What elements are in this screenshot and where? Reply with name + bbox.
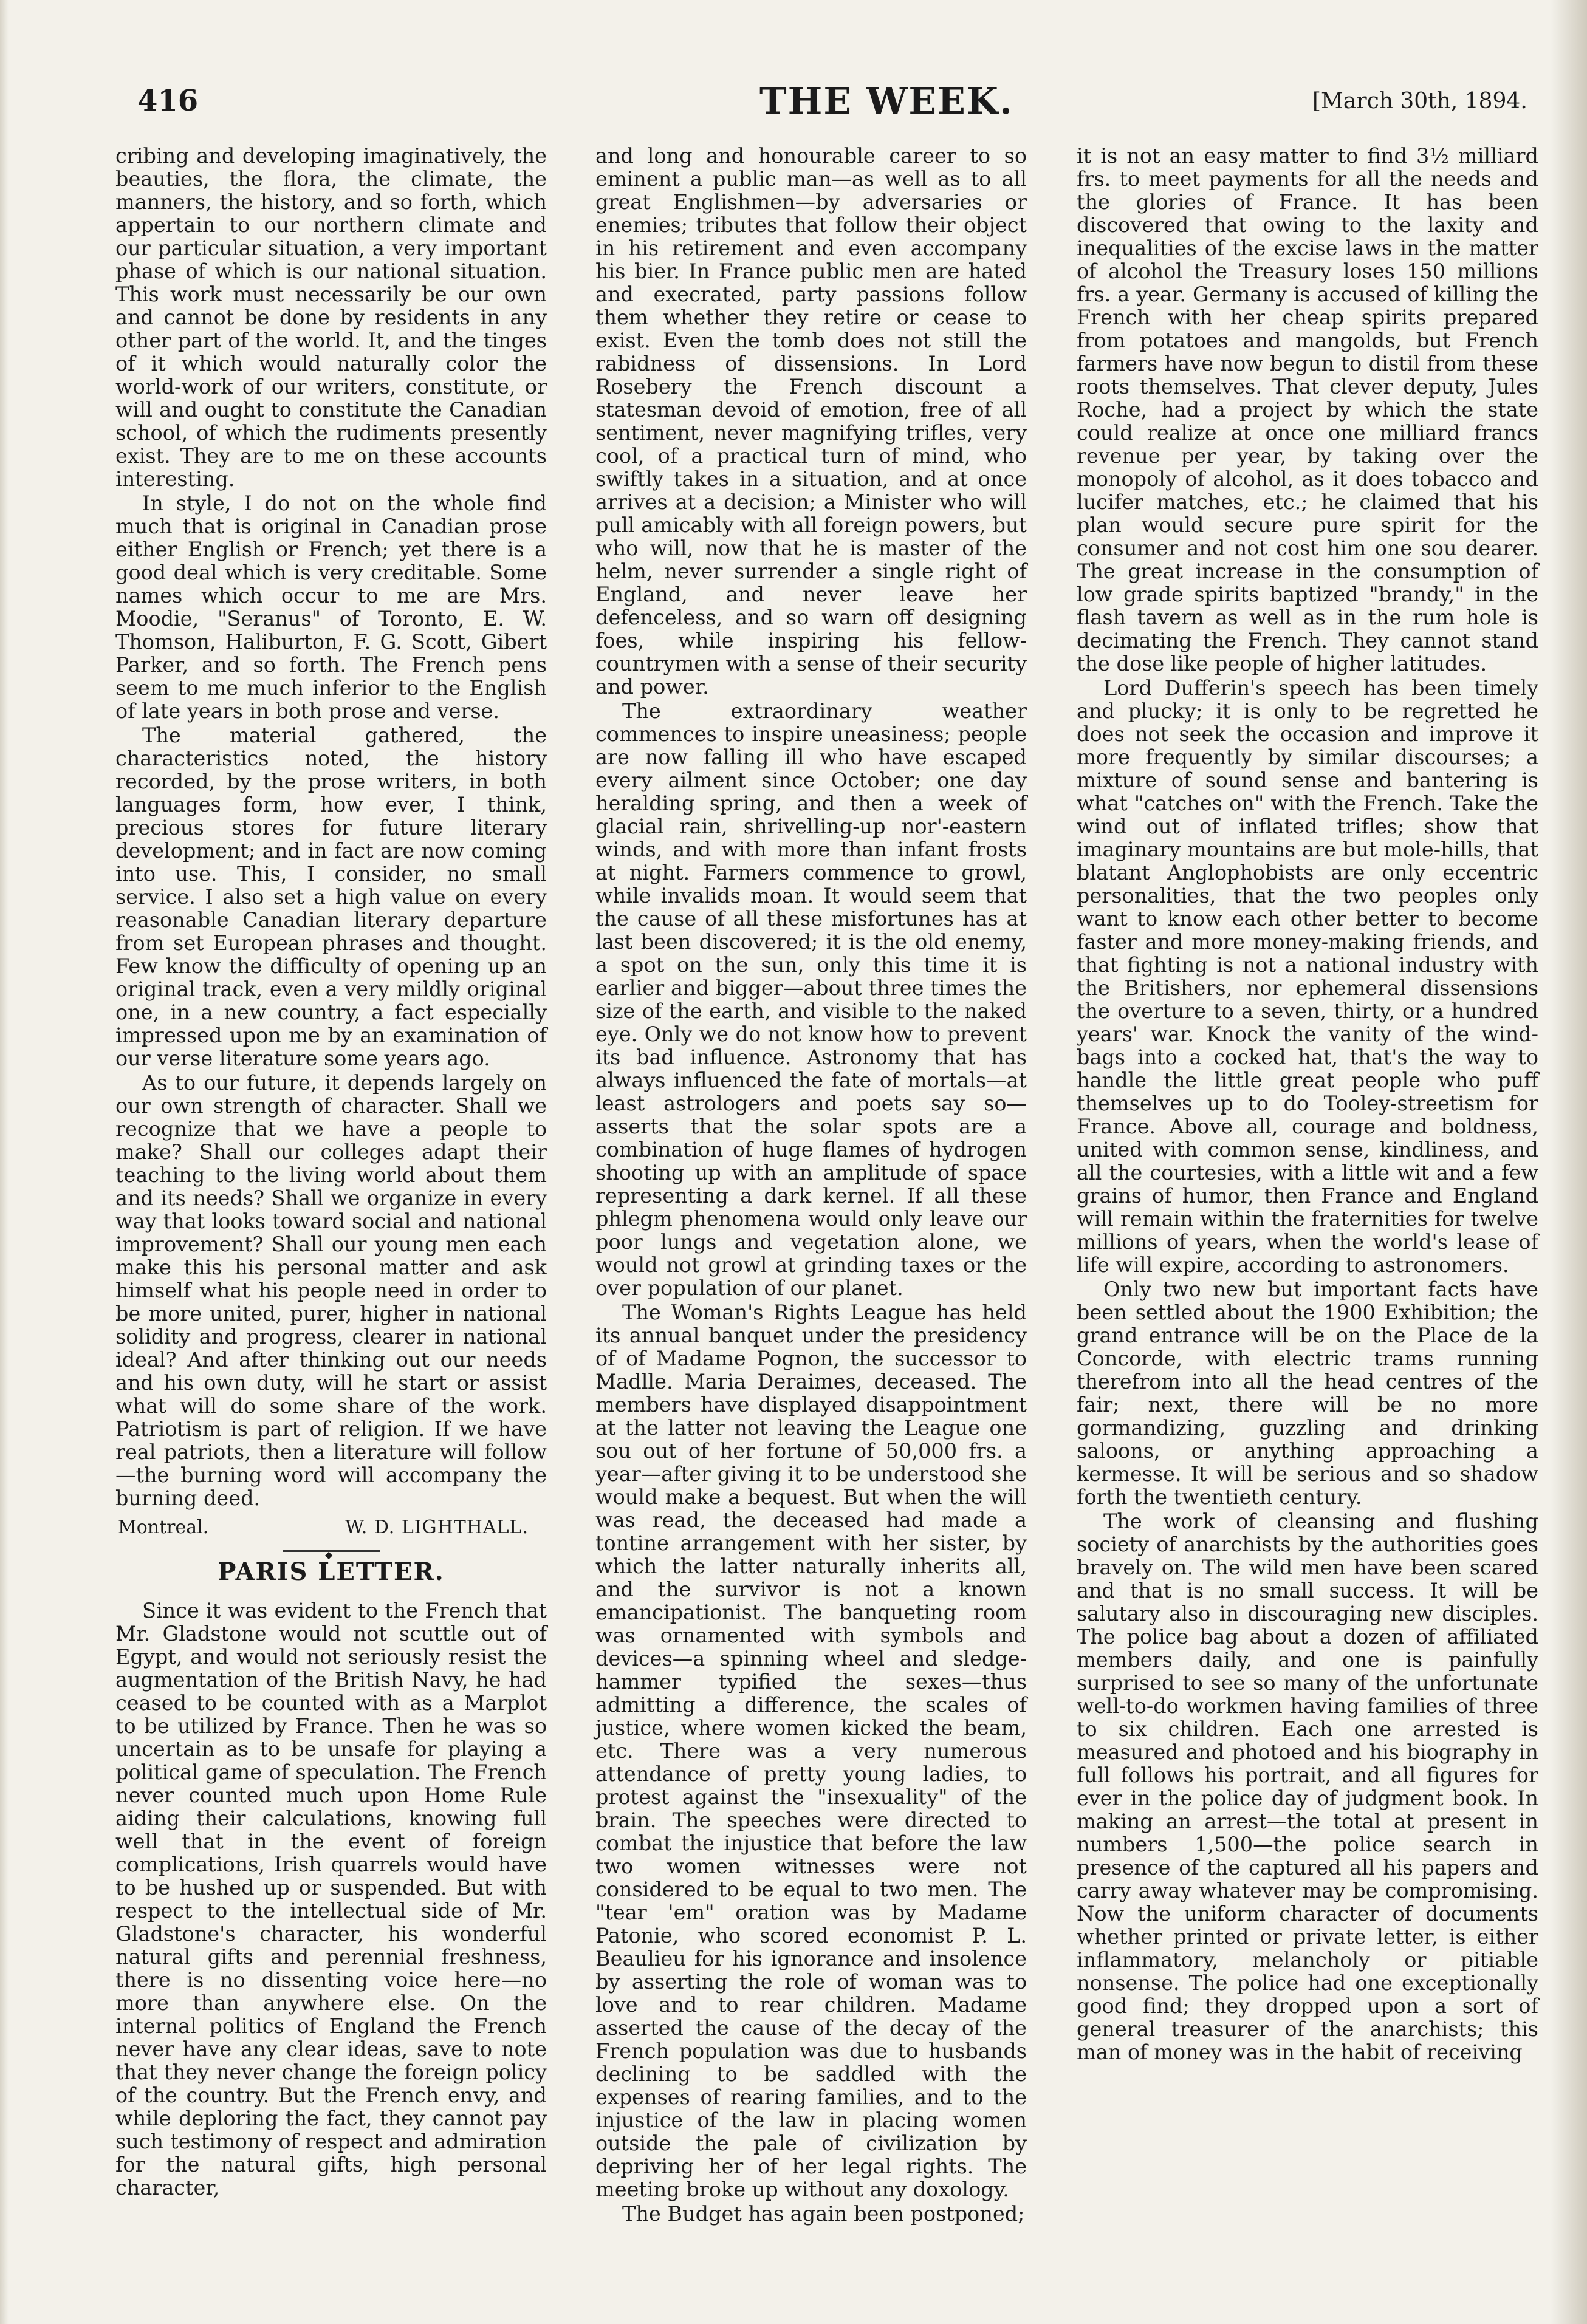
paragraph: The work of cleansing and flushing society of anarchists by the authorities goes bravely on. The wild men have been scared and that is no small success. It will be salutary also in discouraging new disciples. The police bag about a dozen of affiliated members daily, and one is painfully surprised to see so many of the unfortunate well-to-do workmen having families of three to six children. Each one arrested is measured and photoed and his biography in full follows his portrait, and all figures for ever in the police day of judgment book. In making an arrest—the total at present in numbers 1,500—the police search in presence of the captured all his papers and carry away whatever may be compromising. Now the uniform character of documents whether printed or private letter, is either inflammatory, melancholy or pitiable nonsense. The police had one exceptionally good find; they dropped upon a sort of general treasurer of the anarchists; this man of money was in the habit of receiving <box>1077 1509 1538 2064</box>
page-edge-shadow-right <box>1551 0 1587 2324</box>
paragraph: Since it was evident to the French that Mr. Gladstone would not scuttle out of Egypt, and would not seriously resist the augmentation of the British Navy, he had ceased to be counted with as a Marplot to be utilized by France. Then he was so uncertain as to be unsafe for playing a political game of speculation. The French never counted much upon Home Rule aiding their calculations, knowing full well that in the event of foreign complications, Irish quarrels would have to be hushed up or suspended. But with respect to the intellectual side of Mr. Gladstone's character, his wonderful natural gifts and perennial freshness, there is no dissenting voice here—no more than anywhere else. On the internal politics of England the French never have any clear ideas, save to note that they never change the foreign policy of the country. But the French envy, and while deploring the fact, they cannot pay such testimony of respect and admiration for the natural gifts, high personal character, <box>115 1599 547 2199</box>
paragraph: The material gathered, the characteristics noted, the history recorded, by the prose writers, in both languages form, how ever, I think, precious stores for future literary development; and in fact are now coming into use. This, I consider, no small service. I also set a high value on every reasonable Canadian literary departure from set European phrases and thought. Few know the difficulty of opening up an original track, even a very mildly original one, in a new country, a fact especially impressed upon me by an examination of our verse literature some years ago. <box>115 723 547 1070</box>
section-divider <box>283 1550 380 1552</box>
paragraph: As to our future, it depends largely on our own strength of character. Shall we recognize that we have a people to make? Shall our colleges adapt their teaching to the living world about them and its needs? Shall we organize in every way that looks toward social and national improvement? Shall our young men each make this his personal matter and ask himself what his people need in order to be more united, purer, higher in national solidity and progress, clearer in national ideal? And after thinking out our needs and his own duty, will he start or assist what will do some share of the work. Patriotism is part of religion. If we have real patriots, then a literature will follow—the burning word will accompany the burning deed. <box>115 1071 547 1510</box>
paragraph: The Budget has again been postponed; <box>622 2202 1025 2226</box>
paragraph: Lord Dufferin's speech has been timely and plucky; it is only to be regretted he does not seek the occasion and improve it more frequently by similar discourses; a mixture of sound sense and bantering is what "catches on" with the French. Take the wind out of inflated trifles; show that imaginary mountains are but mole-hills, that blatant Anglophobists are only eccentric personalities, that the two peoples only want to know each other better to become faster and more money-making friends, and that fighting is not a national industry with the Britishers, nor ephemeral dissensions the overture to a seven, thirty, or a hundred years' war. Knock the vanity of the wind-bags into a cocked hat, that's the way to handle the little great people who puff themselves up to do Tooley-streetism for France. Above all, courage and boldness, united with common sense, kindliness, and all the courtesies, with a little wit and a few grains of humor, then France and England will remain within the fraternities for twelve millions of years, when the world's lease of life will expire, according to astronomers. <box>1077 676 1538 1277</box>
signature-name: W. D. LIGHTHALL. <box>345 1517 529 1538</box>
journal-title: THE WEEK. <box>759 80 1013 123</box>
section-title: PARIS LETTER. <box>218 1557 445 1586</box>
signature-place: Montreal. <box>118 1517 209 1538</box>
paragraph: The extraordinary weather commences to inspire uneasiness; people are now falling ill who have escaped every ailment since October; one day heralding spring, and then a week of glacial rain, shrivelling-up nor'-eastern winds, and with more than infant frosts at night. Farmers commence to growl, while invalids moan. It would seem that the cause of all these misfortunes has at last been discovered; it is the old enemy, a spot on the sun, only this time it is earlier and bigger—about three times the size of the earth, and visible to the naked eye. Only we do not know how to prevent its bad influence. Astronomy that has always influenced the fate of mortals—at least astrologers and poets say so—asserts that the solar spots are a combination of huge flames of hydrogen shooting up with an amplitude of space representing a dark kernel. If all these phlegm phenomena would only leave our poor lungs and vegetation alone, we would not growl at grinding taxes or the over population of our planet. <box>595 699 1027 1300</box>
paragraph: Only two new but important facts have been settled about the 1900 Exhibition; the grand entrance will be on the Place de la Concorde, with electric trams running therefrom into all the head centres of the fair; next, there will be no more gormandizing, guzzling and drinking saloons, or anything approaching a kermesse. It will be serious and so shadow forth the twentieth century. <box>1077 1277 1538 1509</box>
page-number: 416 <box>137 84 199 118</box>
signature <box>115 1516 547 1539</box>
paragraph: The Woman's Rights League has held its annual banquet under the presidency of of Madame Pognon, the successor to Madlle. Maria Deraimes, deceased. The members have displayed disappointment at the latter not leaving the League one sou out of her fortune of 50,000 frs. a year—after giving it to be understood she would make a bequest. But when the will was read, the deceased had made a tontine arrangement with her sister, by which the latter naturally inherits all, and the survivor is not a known emancipationist. The banqueting room was ornamented with symbols and devices—a spinning wheel and sledge-hammer typified the sexes—thus admitting a difference, the scales of justice, where women kicked the beam, etc. There was a very numerous attendance of pretty young ladies, to protest against the "insexuality" of the brain. The speeches were directed to combat the injustice that before the law two women witnesses were not considered to be equal to two men. The "tear 'em" oration was by Madame Patonie, who scored economist P. L. Beaulieu for his ignorance and insolence by asserting the role of woman was to love and to rear children. Madame asserted the cause of the decay of the French population was due to husbands declining to be saddled with the expenses of rearing families, and to the injustice of the law in placing women outside the pale of civilization by depriving her of her legal rights. The meeting broke up without any doxology. <box>595 1300 1027 2201</box>
column-2 <box>595 145 1027 2227</box>
issue-date: [March 30th, 1894. <box>1312 89 1527 114</box>
column-3 <box>1077 145 1538 2065</box>
paragraph: it is not an easy matter to find 3½ milliard frs. to meet payments for all the needs and the glories of France. It has been discovered that owing to the laxity and inequalities of the excise laws in the matter of alcohol the Treasury loses 150 millions frs. a year. Germany is accused of killing the French with her cheap spirits prepared from potatoes and mangolds, but French farmers have now begun to distil from these roots themselves. That clever deputy, Jules Roche, had a project by which the state could realize at once one milliard francs revenue per year, by taking over the monopoly of alcohol, as it does tobacco and lucifer matches, etc.; he claimed that his plan would secure pure spirit for the consumer and not cost him one sou dearer. The great increase in the consumption of low grade spirits baptized "brandy," in the flash tavern as well as in the rum hole is decimating the French. They cannot stand the dose like people of higher latitudes. <box>1077 144 1538 675</box>
page-header <box>115 80 1574 129</box>
paragraph: cribing and developing imaginatively, the beauties, the flora, the climate, the manners, the history, and so forth, which appertain to our northern climate and our particular situation, a very important phase of which is our national situation. This work must necessarily be our own and cannot be done by residents in any other part of the world. It, and the tinges of it which would naturally color the world-work of our writers, constitute, or will and ought to constitute the Canadian school, of which the rudiments presently exist. They are to me on these accounts interesting. <box>115 144 547 491</box>
page-edge-shadow <box>0 0 9 2324</box>
paragraph: and long and honourable career to so eminent a public man—as well as to all great Englishmen—by adversaries or enemies; tributes that follow their object in his retirement and even accompany his bier. In France public men are hated and execrated, party passions follow them whether they retire or cease to exist. Even the tomb does not still the rabidness of dissensions. In Lord Rosebery the French discount a statesman devoid of emotion, free of all sentiment, never magnifying trifles, very cool, of a practical turn of mind, who swiftly takes in a situation, and at once arrives at a decision; a Minister who will pull amicably with all foreign powers, but who will, now that he is master of the helm, never surrender a single right of England, and never leave her defenceless, and so warn off designing foes, while inspiring his fellow-countrymen with a sense of their security and power. <box>595 144 1027 699</box>
column-1 <box>115 145 547 2201</box>
paragraph: In style, I do not on the whole find much that is original in Canadian prose either English or French; yet there is a good deal which is very creditable. Some names which occur to me are Mrs. Moodie, "Seranus" of Toronto, E. W. Thomson, Haliburton, F. G. Scott, Gibert Parker, and so forth. The French pens seem to me much inferior to the English of late years in both prose and verse. <box>115 491 547 723</box>
